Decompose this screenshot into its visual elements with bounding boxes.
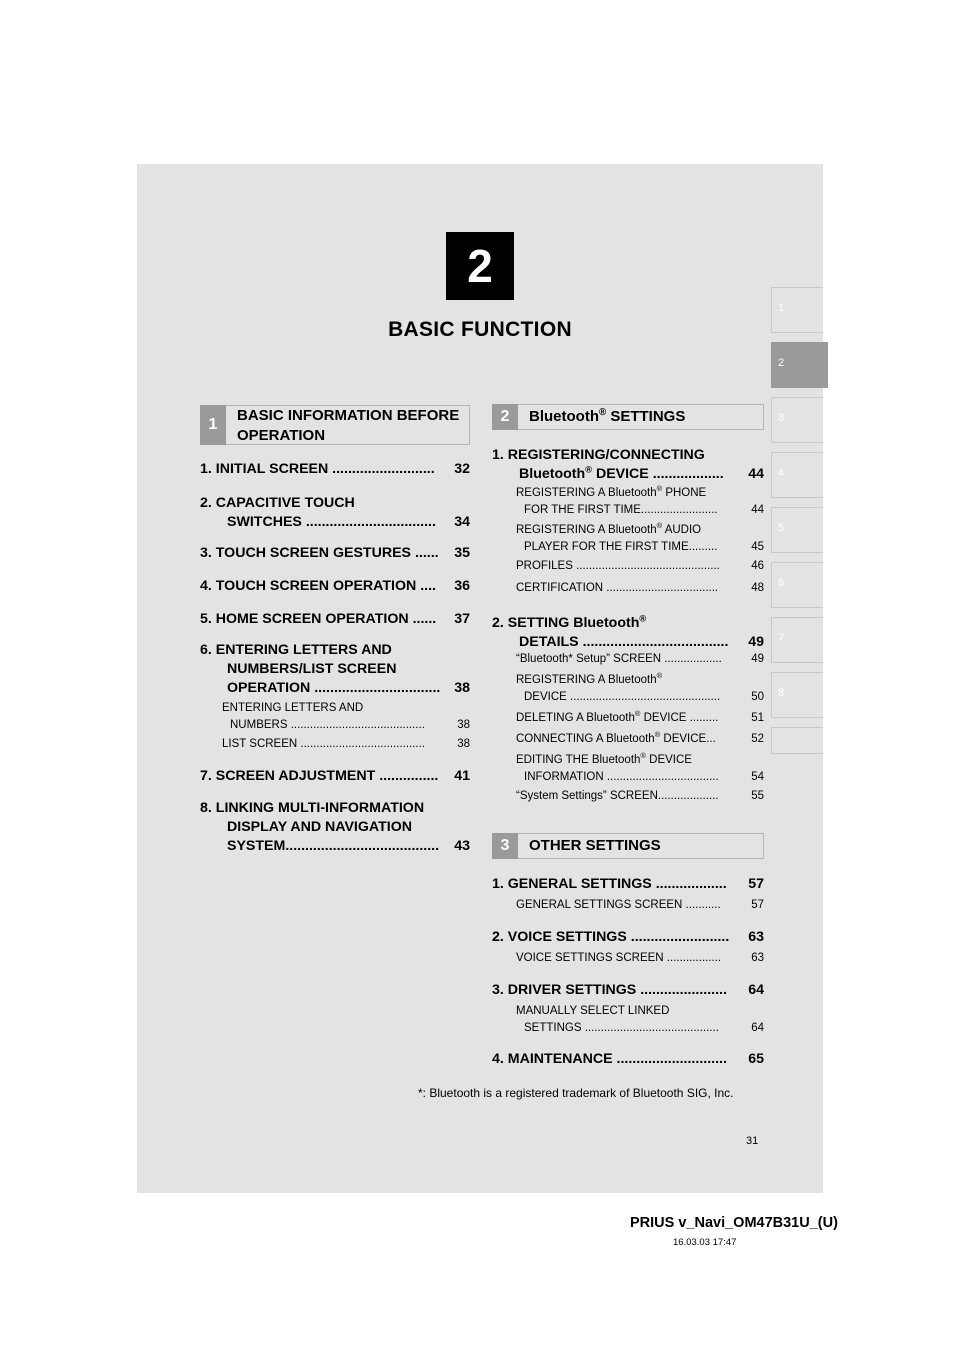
section-number: 3 [492,833,518,859]
toc-item[interactable]: 1. REGISTERING/CONNECTING Bluetooth® DEVICE .................. 44 [492,447,764,482]
toc-item[interactable]: 1. INITIAL SCREEN .......................... 32 [200,461,470,477]
toc-subitem[interactable]: CERTIFICATION ................................... 48 [516,582,764,594]
chapter-tab-3[interactable]: 3 [771,397,823,443]
chapter-tab-8[interactable]: 8 [771,672,823,718]
chapter-tab-2[interactable]: 2 [771,342,828,388]
toc-subitem[interactable]: “System Settings” SCREEN................... 55 [516,790,764,802]
chapter-title: BASIC FUNCTION [388,318,572,341]
toc-subitem[interactable]: DELETING A Bluetooth® DEVICE ......... 51 [516,709,764,724]
toc-subitem[interactable]: ENTERING LETTERS AND NUMBERS .......................................... 38 [222,702,470,731]
section-header-2 [492,404,764,430]
section-header-1 [200,405,470,445]
toc-subitem[interactable]: EDITING THE Bluetooth® DEVICE INFORMATION ................................... 54 [516,751,764,783]
footnote: *: Bluetooth is a registered trademark of Bluetooth SIG, Inc. [418,1086,734,1100]
section-title: BASIC INFORMATION BEFORE OPERATION [237,407,460,444]
toc-item[interactable]: 6. ENTERING LETTERS AND NUMBERS/LIST SCREEN OPERATION ................................ 38 [200,642,470,696]
toc-item[interactable]: 5. HOME SCREEN OPERATION ...... 37 [200,611,470,627]
chapter-tab-5[interactable]: 5 [771,507,823,553]
toc-item[interactable]: 3. DRIVER SETTINGS ...................... 64 [492,982,764,998]
chapter-tab-7[interactable]: 7 [771,617,823,663]
section-header-3 [492,833,764,859]
chapter-tab-1[interactable]: 1 [771,287,823,333]
toc-subitem[interactable]: CONNECTING A Bluetooth® DEVICE... 52 [516,730,764,745]
toc-item[interactable]: 1. GENERAL SETTINGS .................. 57 [492,876,764,892]
toc-item[interactable]: 2. CAPACITIVE TOUCH SWITCHES ................................. 34 [200,495,470,530]
toc-item[interactable]: 8. LINKING MULTI-INFORMATION DISPLAY AND NAVIGATION SYSTEM....................................... 43 [200,800,470,854]
toc-item[interactable]: 7. SCREEN ADJUSTMENT ............... 41 [200,768,470,784]
toc-subitem[interactable]: REGISTERING A Bluetooth® AUDIO PLAYER FOR THE FIRST TIME......... 45 [516,521,764,553]
toc-item[interactable]: 4. TOUCH SCREEN OPERATION .... 36 [200,578,470,594]
toc-subitem[interactable]: “Bluetooth* Setup” SCREEN .................. 49 [516,653,764,665]
section-number: 1 [200,405,226,445]
toc-subitem[interactable]: REGISTERING A Bluetooth® DEVICE ............................................... 50 [516,671,764,703]
section-title: Bluetooth® SETTINGS [529,407,686,425]
toc-subitem[interactable]: MANUALLY SELECT LINKED SETTINGS .......................................... 64 [516,1005,764,1034]
chapter-tab-end [771,727,823,754]
chapter-tab-4[interactable]: 4 [771,452,823,498]
toc-subitem[interactable]: REGISTERING A Bluetooth® PHONE FOR THE FIRST TIME........................ 44 [516,484,764,516]
toc-subitem[interactable]: LIST SCREEN ....................................... 38 [222,738,470,750]
toc-subitem[interactable]: GENERAL SETTINGS SCREEN ........... 57 [516,899,764,911]
toc-item[interactable]: 3. TOUCH SCREEN GESTURES ...... 35 [200,545,470,561]
chapter-number-badge: 2 [446,232,514,300]
toc-item[interactable]: 2. VOICE SETTINGS ......................... 63 [492,929,764,945]
toc-subitem[interactable]: VOICE SETTINGS SCREEN ................. 63 [516,952,764,964]
page-number: 31 [746,1135,759,1147]
chapter-tab-6[interactable]: 6 [771,562,823,608]
toc-subitem[interactable]: PROFILES ............................................. 46 [516,560,764,572]
toc-item[interactable]: 4. MAINTENANCE ............................ 65 [492,1051,764,1067]
document-timestamp: 16.03.03 17:47 [673,1237,737,1248]
section-title: OTHER SETTINGS [529,837,661,854]
toc-item[interactable]: 2. SETTING Bluetooth® DETAILS ..................................... 49 [492,613,764,650]
document-id: PRIUS v_Navi_OM47B31U_(U) [630,1215,838,1231]
section-number: 2 [492,404,518,430]
